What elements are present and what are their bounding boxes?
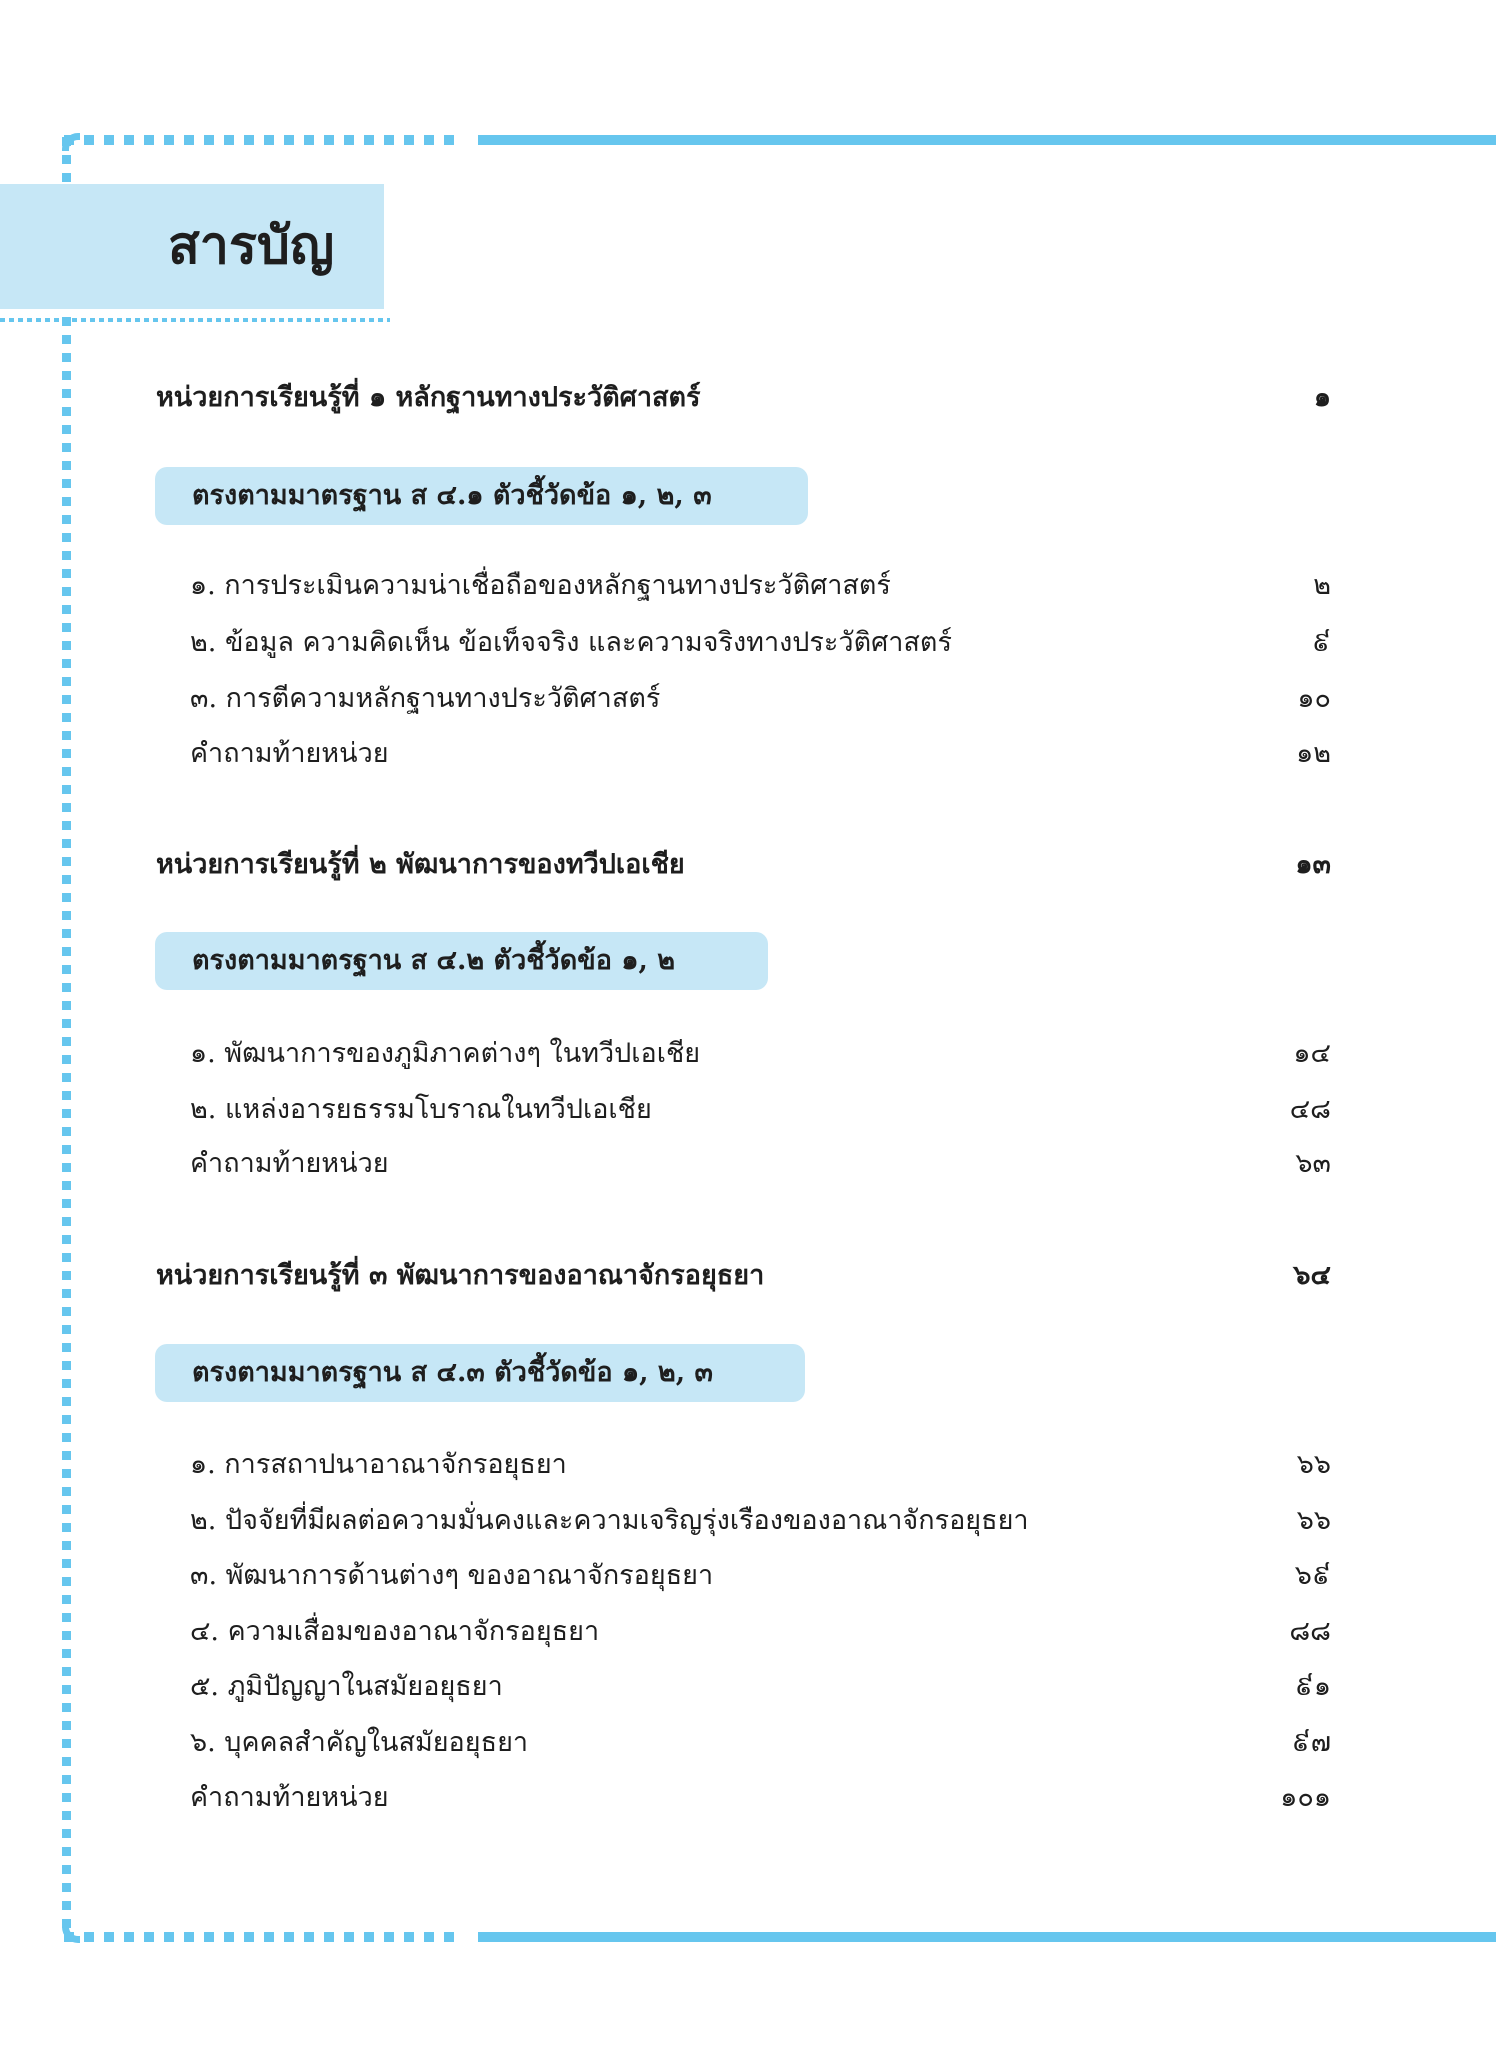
unit-3-title[interactable]: หน่วยการเรียนรู้ที่ ๓ พัฒนาการของอาณาจักรอยุธยา	[156, 1260, 765, 1291]
title-dotted-underline	[0, 318, 390, 322]
unit-1-item-3-page: ๑๐	[1297, 683, 1331, 714]
unit-1-questions-title[interactable]: คำถามท้ายหน่วย	[190, 738, 389, 769]
unit-2-questions-title[interactable]: คำถามท้ายหน่วย	[190, 1148, 389, 1179]
unit-3-page: ๖๔	[1293, 1260, 1331, 1291]
unit-1-item-1-title[interactable]: ๑. การประเมินความน่าเชื่อถือของหลักฐานทางประวัติศาสตร์	[190, 570, 891, 601]
frame-bottom-dotted-border	[64, 1932, 464, 1942]
frame-left-dotted-border	[62, 137, 71, 1935]
unit-3-questions-title[interactable]: คำถามท้ายหน่วย	[190, 1782, 389, 1813]
unit-2-standard-text: ตรงตามมาตรฐาน ส ๔.๒ ตัวชี้วัดข้อ ๑, ๒	[192, 945, 676, 976]
frame-top-dotted-border	[64, 135, 464, 145]
unit-1-title[interactable]: หน่วยการเรียนรู้ที่ ๑ หลักฐานทางประวัติศาสตร์	[156, 382, 701, 413]
unit-3-questions-page: ๑๐๑	[1280, 1782, 1331, 1813]
unit-3-item-4-title[interactable]: ๔. ความเสื่อมของอาณาจักรอยุธยา	[190, 1616, 600, 1647]
frame-bottom-border	[478, 1932, 1496, 1942]
unit-1-item-2-title[interactable]: ๒. ข้อมูล ความคิดเห็น ข้อเท็จจริง และความจริงทางประวัติศาสตร์	[190, 627, 952, 658]
unit-3-item-2-page: ๖๖	[1296, 1505, 1331, 1536]
unit-1-item-1-page: ๒	[1313, 570, 1331, 601]
unit-3-item-5-page: ៩๑	[1294, 1671, 1331, 1702]
unit-2-page: ๑๓	[1295, 849, 1331, 880]
unit-3-item-1-title[interactable]: ๑. การสถาปนาอาณาจักรอยุธยา	[190, 1449, 567, 1480]
unit-1-item-2-page: ៩	[1311, 627, 1331, 658]
unit-1-item-3-title[interactable]: ๓. การตีความหลักฐานทางประวัติศาสตร์	[190, 683, 661, 714]
page-title: สารบัญ	[168, 216, 335, 276]
unit-3-item-6-title[interactable]: ๖. บุคคลสำคัญในสมัยอยุธยา	[190, 1727, 529, 1758]
unit-3-item-3-title[interactable]: ๓. พัฒนาการด้านต่างๆ ของอาณาจักรอยุธยา	[190, 1560, 714, 1591]
unit-3-item-5-title[interactable]: ๕. ภูมิปัญญาในสมัยอยุธยา	[190, 1671, 503, 1702]
unit-2-item-2-page: ๔๘	[1289, 1094, 1331, 1125]
unit-2-item-2-title[interactable]: ๒. แหล่งอารยธรรมโบราณในทวีปเอเชีย	[190, 1094, 652, 1125]
unit-3-item-2-title[interactable]: ๒. ปัจจัยที่มีผลต่อความมั่นคงและความเจริญรุ่งเรืองของอาณาจักรอยุธยา	[190, 1505, 1029, 1536]
unit-2-title[interactable]: หน่วยการเรียนรู้ที่ ๒ พัฒนาการของทวีปเอเชีย	[156, 849, 685, 880]
unit-2-item-1-title[interactable]: ๑. พัฒนาการของภูมิภาคต่างๆ ในทวีปเอเชีย	[190, 1038, 701, 1069]
unit-3-item-3-page: ๖៩	[1294, 1560, 1331, 1591]
unit-1-standard-text: ตรงตามมาตรฐาน ส ๔.๑ ตัวชี้วัดข้อ ๑, ๒, ๓	[192, 480, 712, 511]
frame-top-border	[478, 135, 1496, 145]
unit-1-questions-page: ๑๒	[1296, 738, 1331, 769]
unit-3-item-6-page: ៩๗	[1291, 1727, 1331, 1758]
unit-2-item-1-page: ๑๔	[1293, 1038, 1331, 1069]
unit-3-standard-text: ตรงตามมาตรฐาน ส ๔.๓ ตัวชี้วัดข้อ ๑, ๒, ๓	[192, 1357, 713, 1388]
unit-3-item-1-page: ๖๖	[1296, 1449, 1331, 1480]
unit-2-questions-page: ๖๓	[1295, 1148, 1331, 1179]
unit-3-item-4-page: ๘๘	[1289, 1616, 1331, 1647]
unit-1-page: ๑	[1313, 382, 1331, 413]
